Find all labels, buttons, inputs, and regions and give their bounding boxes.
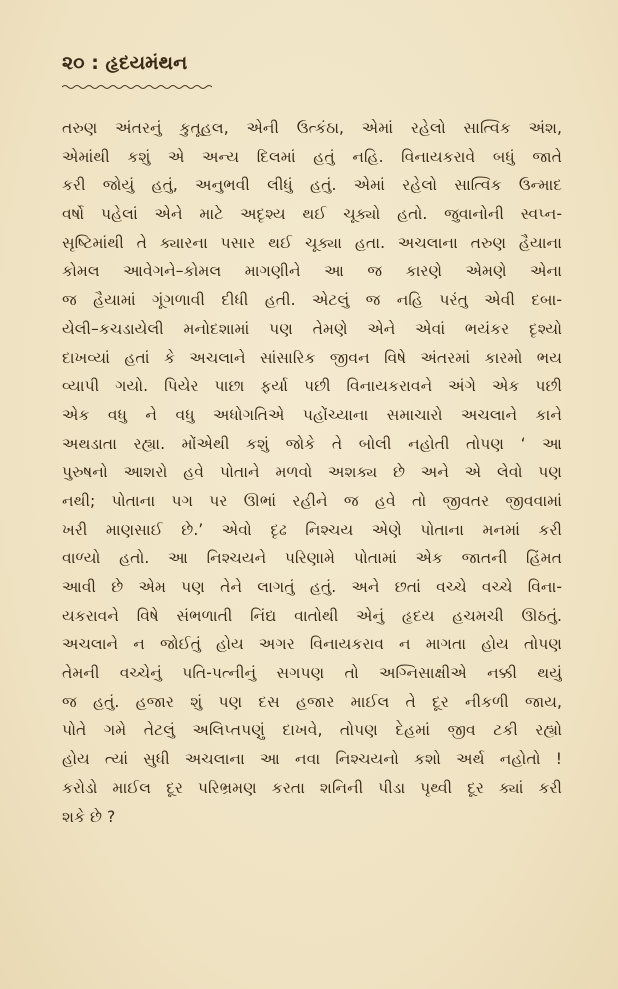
text-line: જ હૈયામાં ગૂંગળાવી દીધી હતી. એટલું જ નહિ પરંતુ એવી દબા- [62, 291, 562, 310]
text-line: એક વધુ ને વધુ અધોગતિએ પહોંચ્યાના સમાચારો અચલાને કાને [62, 405, 562, 424]
book-title: હૃદયમંથન [105, 52, 188, 74]
text-line: દાખવ્યાં હતાં કે અચલાને સાંસારિક જીવન વિષે અંતરમાં કારમો ભય [62, 348, 562, 367]
text-line: તરુણ અંતરનું કુતૂહલ, એની ઉત્કંઠા, એમાં રહેલો સાત્વિક અંશ, [62, 119, 562, 137]
text-line: હોય ત્યાં સુધી અચલાના આ નવા નિશ્ચયનો કશો અર્થ નહોતો ! [62, 750, 562, 769]
text-line: કોમલ આવેગને–કોમલ માગણીને આ જ કારણે એમણે એના [62, 262, 562, 281]
text-line: ખરી માણસાઈ છે.’ એવો દૃઢ નિશ્ચય એણે પોતાના મનમાં કરી [62, 520, 562, 539]
page-number: ૨૦ [62, 52, 85, 74]
text-line: આવી છે એમ પણ તેને લાગતું હતું. અને છતાં વચ્ચે વચ્ચે વિના- [62, 578, 562, 596]
text-line: તેમની વચ્ચેનું પતિ-પત્નીનું સગપણ તો અગ્નિસાક્ષીએ નક્કી થયું [62, 664, 562, 683]
text-line: સૃષ્ટિમાંથી તે ક્યારના પસાર થઈ ચૂક્યા હતા. અચલાના તરુણ હૈયાના [62, 233, 562, 252]
text-line: વર્ષો પહેલાં એને માટે અદૃશ્ય થઈ ચૂક્યો હતો. જુવાનોની સ્વપ્ન- [62, 205, 562, 224]
body-paragraph [62, 114, 562, 831]
text-line: પોતે ગમે તેટલું અલિપ્તપણું દાખવે, તોપણ દેહમાં જીવ ટકી રહ્યો [62, 721, 562, 740]
text-line: યેલી–કચડાયેલી મનોદશામાં પણ તેમણે એને એવાં ભયંકર દૃશ્યો [62, 319, 562, 338]
running-header [62, 52, 187, 74]
text-line: વાળ્યો હતો. આ નિશ્ચયને પરિણામે પોતામાં એક જાતની હિંમત [62, 549, 562, 568]
text-line: યકરાવને વિષે સંભળાતી નિંદ્ય વાતોથી એનું હૃદય હચમચી ઊઠતું. [62, 606, 562, 625]
decorative-wavy-rule [62, 84, 212, 90]
header-separator: : [91, 52, 99, 74]
text-line: એમાંથી કશું એ અન્ય દિલમાં હતું નહિ. વિનાયકરાવે બધું જાતે [62, 147, 562, 166]
text-line: વ્યાપી ગયો. પિયેર પાછા ફર્યા પછી વિનાયકરાવને અંગે એક પછી [62, 377, 562, 396]
text-line: કરોડો માઈલ દૂર પરિભ્રમણ કરતા શનિની પીડા પૃથ્વી દૂર ક્યાં કરી [62, 778, 562, 797]
text-line: અચલાને ન જોઈતું હોય અગર વિનાયકરાવ ન માગતા હોય તોપણ [62, 635, 562, 654]
text-line: અથડાતા રહ્યા. મોંએથી કશું જોકે તે બોલી નહોતી તોપણ ‘ આ [62, 434, 562, 453]
text-line: કરી જોયું હતું, અનુભવી લીધું હતું. એમાં રહેલો સાત્વિક ઉન્માદ [62, 176, 562, 195]
text-line: શકે છે ? [62, 807, 116, 826]
text-line: પુરુષનો આશરો હવે પોતાને મળવો અશક્ય છે અને એ લેવો પણ [62, 463, 562, 482]
text-line: નથી; પોતાના પગ પર ઊભાં રહીને જ હવે તો જીવતર જીવવામાં [62, 491, 562, 510]
text-line: જ હતું. હજાર શું પણ દસ હજાર માઈલ તે દૂર નીકળી જાય, [62, 692, 562, 711]
